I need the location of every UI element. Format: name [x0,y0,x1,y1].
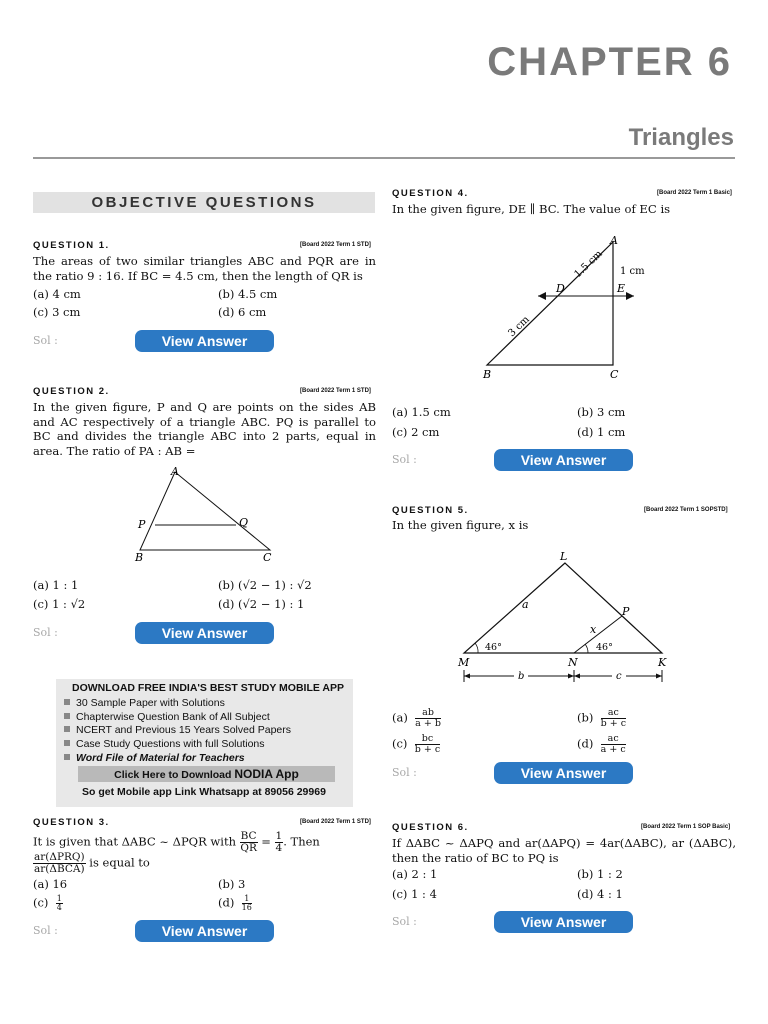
question-5-sol-label: Sol : [392,766,417,779]
question-5-option-a[interactable]: (a) $\frac{ab}{a + b}$ [392,707,441,729]
q2-label-p: P [138,518,146,531]
question-2-figure [128,464,288,566]
question-1-label: QUESTION 1. [33,240,110,251]
question-5-option-b[interactable]: (b) $\frac{ac}{b + c}$ [577,707,627,729]
whatsapp-text: So get Mobile app Link Whatsapp at 89056 29969 [82,786,326,798]
q5-label-c: c [616,671,622,682]
question-5-board: [Board 2022 Term 1 SOPSTD] [644,507,728,513]
question-3-option-a[interactable]: (a) 16 [33,877,68,891]
question-5-view-answer-button[interactable]: View Answer [494,762,633,784]
promo-item: NCERT and Previous 15 Years Solved Papers [64,724,291,736]
header-divider [33,157,735,159]
q4-label-db: 3 cm [506,314,532,340]
q5-label-p: P [622,605,630,618]
question-3-text-line2: $\frac{\text{ar(ΔPRQ)}}{\text{ar(ΔBCA)}}$ is equal to [34,851,150,875]
question-3-option-b[interactable]: (b) 3 [218,877,246,891]
promo-item: Chapterwise Question Bank of All Subject [64,711,270,723]
bullet-icon [64,726,70,732]
question-6-label: QUESTION 6. [392,822,469,833]
section-title: OBJECTIVE QUESTIONS [33,192,375,213]
question-2-option-c[interactable]: (c) 1 : √2 [33,597,86,611]
question-6-option-a[interactable]: (a) 2 : 1 [392,867,438,881]
question-6-board: [Board 2022 Term 1 SOP Basic] [641,824,731,830]
question-2-sol-label: Sol : [33,626,58,639]
q2-label-c: C [263,551,272,564]
q4-label-d: D [556,282,565,295]
question-2-option-a[interactable]: (a) 1 : 1 [33,578,79,592]
question-5-option-c[interactable]: (c) $\frac{bc}{b + c}$ [392,733,441,755]
bullet-icon [64,740,70,746]
question-4-option-b[interactable]: (b) 3 cm [577,405,626,419]
question-5-text: In the given figure, x is [392,518,529,532]
question-3-sol-label: Sol : [33,924,58,937]
chapter-subject: Triangles [628,124,734,151]
question-5-label: QUESTION 5. [392,505,469,516]
question-2-text: In the given figure, P and Q are points on the sides AB and AC respectively of a triangle ABC. PQ is parallel to BC and divides the triangle ABC into 2 parts, equal in area. The ratio of PA : AB = [33,400,376,458]
q5-label-m: M [458,656,470,669]
question-1-option-d[interactable]: (d) 6 cm [218,305,267,319]
question-1-option-a[interactable]: (a) 4 cm [33,287,81,301]
chapter-title: CHAPTER 6 [487,40,732,84]
bullet-icon [64,754,70,760]
q4-label-e: E [617,282,626,295]
q4-label-ae: 1 cm [620,266,645,277]
q5-label-a: a [522,598,529,611]
question-3-board: [Board 2022 Term 1 STD] [300,819,371,825]
question-3-option-c[interactable]: (c) $\frac{1}{4}$ [33,894,62,912]
question-4-sol-label: Sol : [392,453,417,466]
q4-label-b: B [483,368,492,381]
q5-label-angle1: 46° [485,642,502,653]
promo-item: Case Study Questions with full Solutions [64,738,265,750]
question-2-view-answer-button[interactable]: View Answer [135,622,274,644]
promo-title: DOWNLOAD FREE INDIA'S BEST STUDY MOBILE APP [72,682,345,694]
question-6-option-c[interactable]: (c) 1 : 4 [392,887,437,901]
question-2-option-b[interactable]: (b) (√2 − 1) : √2 [218,578,312,592]
q4-label-ad: 1.5 cm [572,248,605,281]
question-5-option-d[interactable]: (d) $\frac{ac}{a + c}$ [577,733,626,755]
promo-item: Word File of Material for Teachers [64,752,245,764]
question-1-text: The areas of two similar triangles ABC and PQR are in the ratio 9 : 16. If BC = 4.5 cm, then the length of QR is [33,254,376,283]
question-4-label: QUESTION 4. [392,188,469,199]
question-1-view-answer-button[interactable]: View Answer [135,330,274,352]
question-3-label: QUESTION 3. [33,817,110,828]
download-app-link[interactable]: Click Here to Download NODIA App [78,766,335,782]
q5-label-x: x [590,623,597,636]
question-6-text: If ΔABC ~ ΔAPQ and ar(ΔAPQ) = 4ar(ΔABC), ar (ΔABC), then the ratio of BC to PQ is [392,836,736,865]
question-6-option-b[interactable]: (b) 1 : 2 [577,867,623,881]
question-4-view-answer-button[interactable]: View Answer [494,449,633,471]
question-3-option-d[interactable]: (d) $\frac{1}{16}$ [218,894,252,912]
bullet-icon [64,699,70,705]
q5-label-angle2: 46° [596,642,613,653]
question-4-option-a[interactable]: (a) 1.5 cm [392,405,451,419]
question-4-board: [Board 2022 Term 1 Basic] [657,190,732,196]
question-4-figure [470,232,660,384]
question-1-board: [Board 2022 Term 1 STD] [300,242,371,248]
q2-label-a: A [171,465,179,478]
q5-label-l: L [560,550,568,563]
bullet-icon [64,713,70,719]
question-6-view-answer-button[interactable]: View Answer [494,911,633,933]
question-2-board: [Board 2022 Term 1 STD] [300,388,371,394]
q5-label-b: b [518,671,525,682]
q4-label-c: C [610,368,619,381]
question-3-view-answer-button[interactable]: View Answer [135,920,274,942]
promo-item: 30 Sample Paper with Solutions [64,697,225,709]
question-2-option-d[interactable]: (d) (√2 − 1) : 1 [218,597,305,611]
question-4-text: In the given figure, DE ∥ BC. The value of EC is [392,202,671,216]
question-6-sol-label: Sol : [392,915,417,928]
question-2-label: QUESTION 2. [33,386,110,397]
question-3-text: It is given that ΔABC ~ ΔPQR with $\frac{BC}{QR}$ = $\frac{1}{4}$ . Then [33,830,320,854]
question-6-option-d[interactable]: (d) 4 : 1 [577,887,623,901]
q5-label-n: N [568,656,578,669]
q5-label-k: K [658,656,667,669]
q2-label-b: B [135,551,144,564]
q2-label-q: Q [239,516,249,529]
question-1-option-c[interactable]: (c) 3 cm [33,305,81,319]
q4-label-a: A [610,234,618,247]
question-1-sol-label: Sol : [33,334,58,347]
question-4-option-c[interactable]: (c) 2 cm [392,425,440,439]
question-1-option-b[interactable]: (b) 4.5 cm [218,287,278,301]
question-4-option-d[interactable]: (d) 1 cm [577,425,626,439]
question-5-figure [452,548,682,688]
